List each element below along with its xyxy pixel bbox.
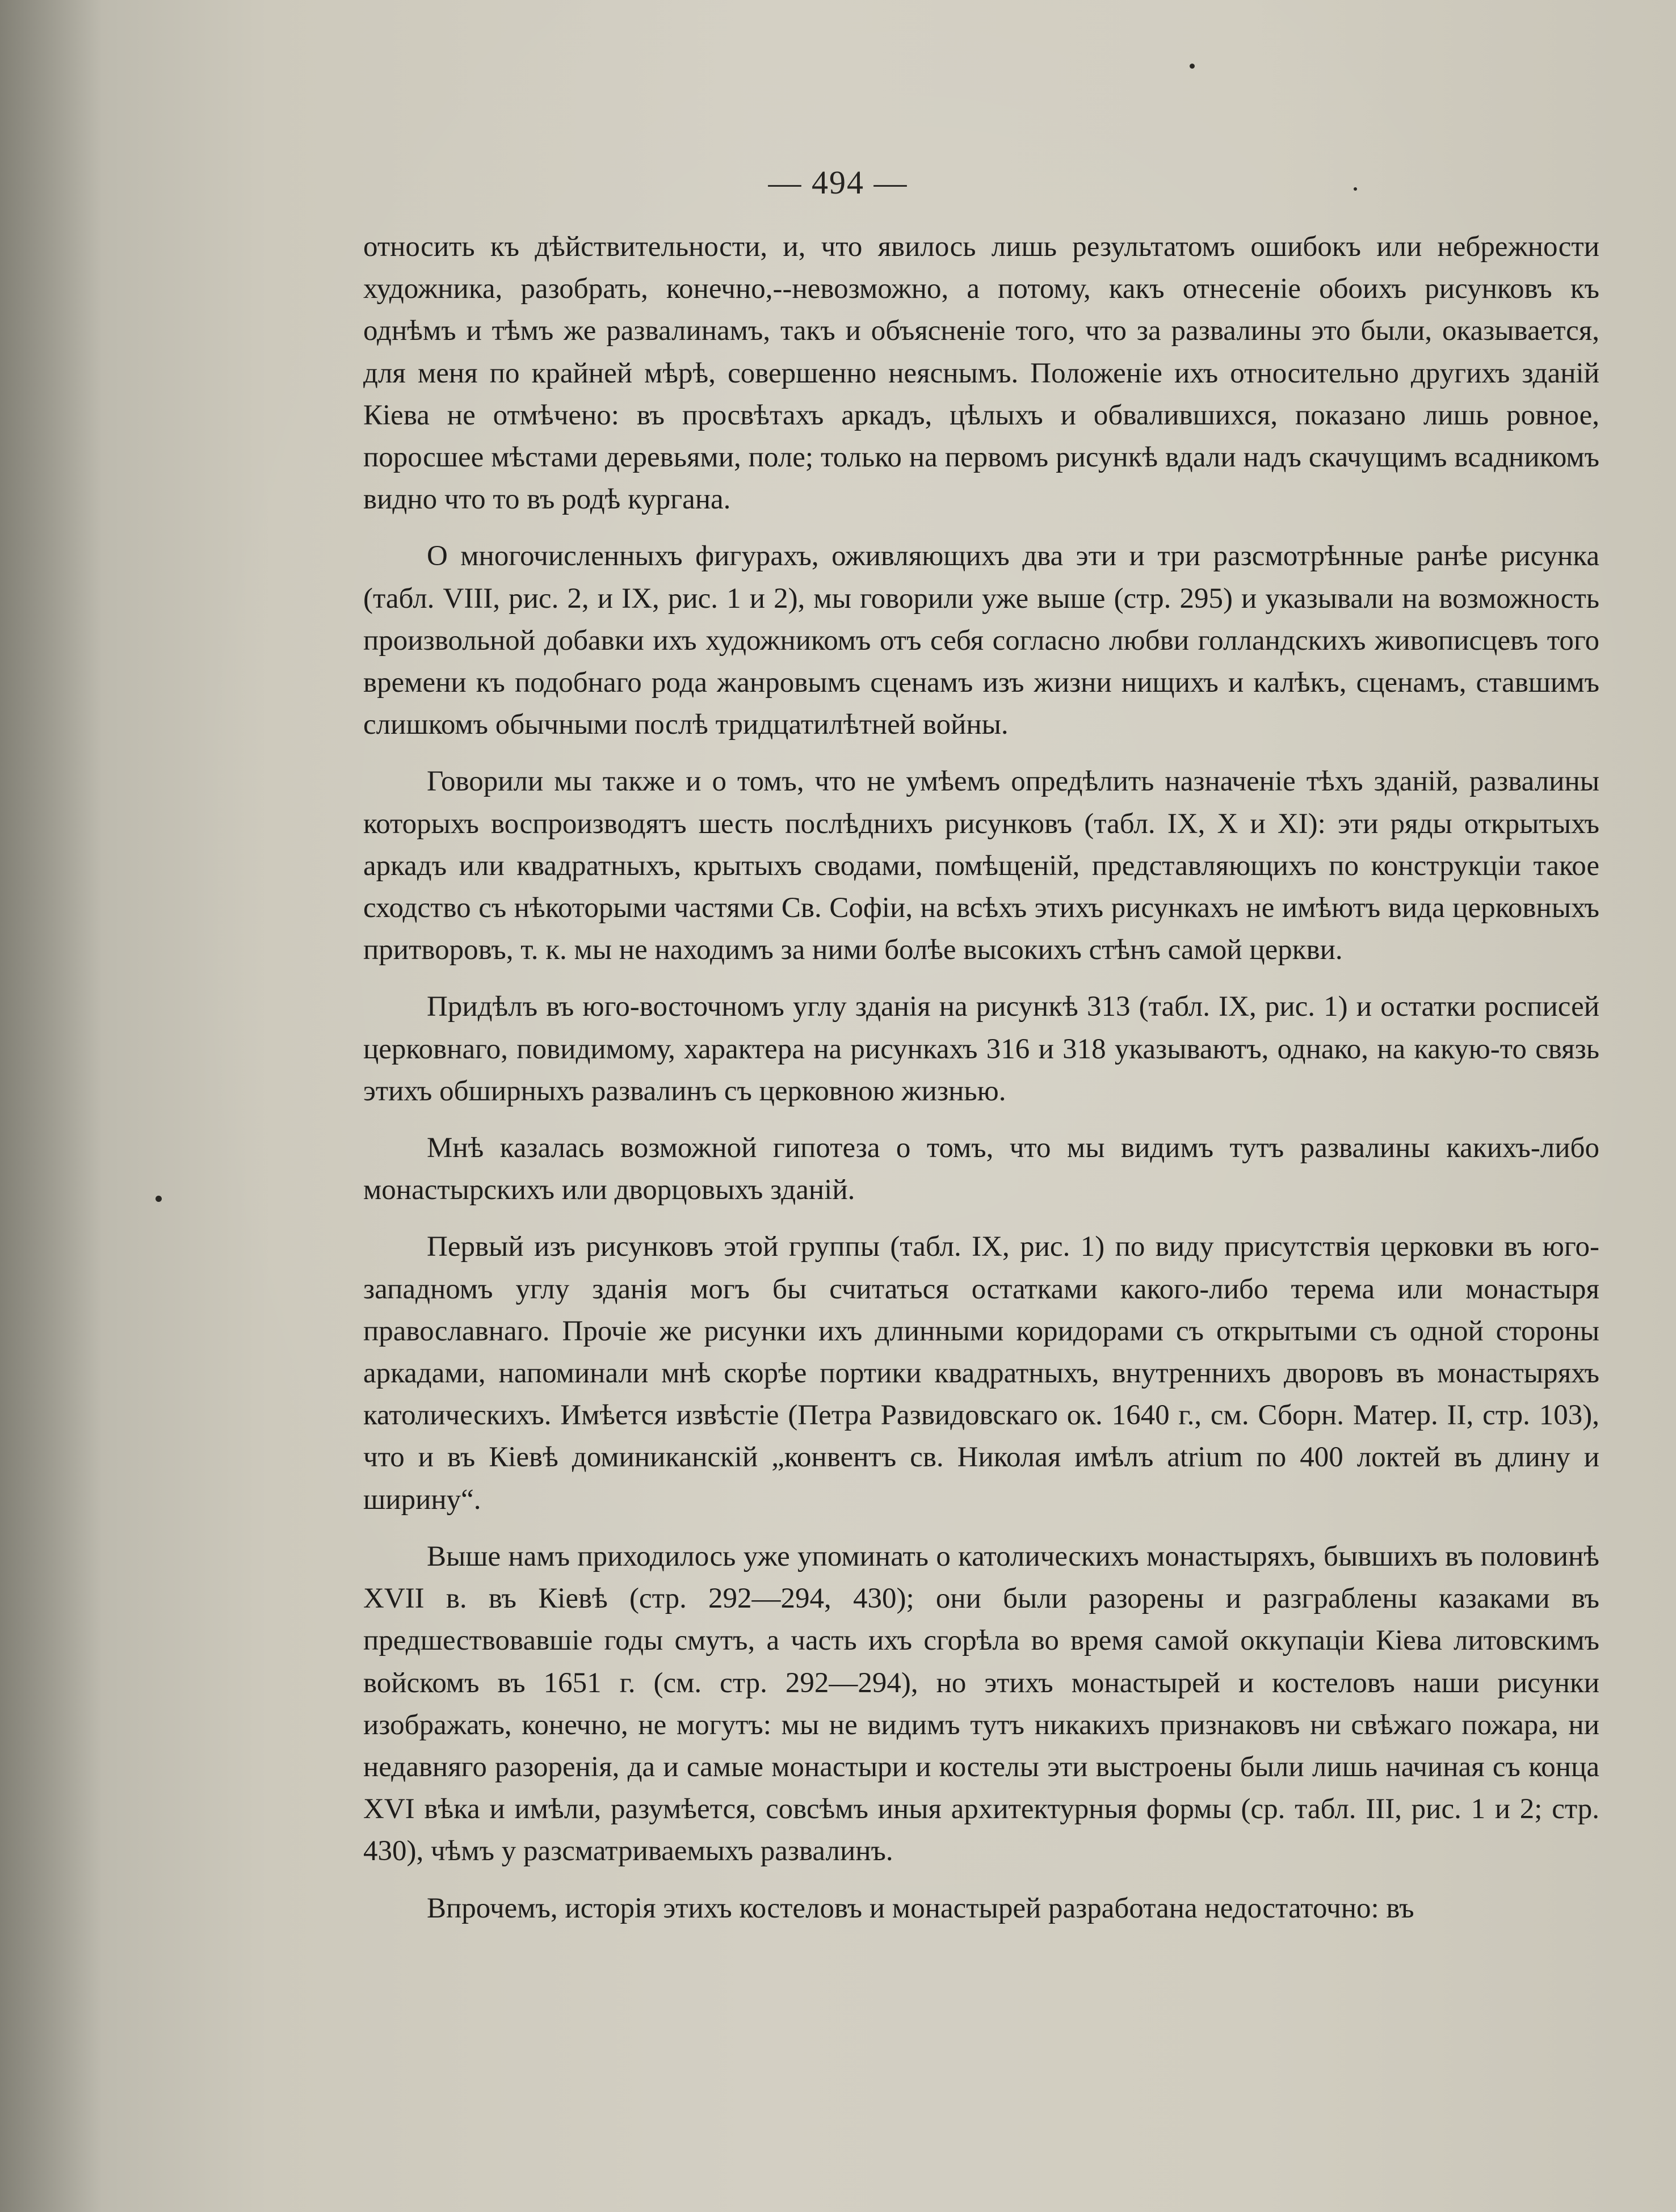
paragraph: Говорили мы также и о томъ, что не умѣемъ опредѣлить назначеніе тѣхъ зданій, развалины которыхъ воспроизводятъ шесть послѣднихъ рисунковъ (табл. IX, X и XI): эти ряды открытыхъ аркадъ или квадратныхъ, крытыхъ сводами, помѣщеній, представляющихъ по конструкціи такое сходство съ нѣкоторыми частями Св. Софіи, на всѣхъ этихъ рисункахъ не имѣютъ вида церковныхъ притворовъ, т. к. мы не находимъ за ними болѣе высокихъ стѣнъ самой церкви. [363, 766, 1599, 966]
spine-shadow [0, 0, 102, 2212]
paragraph: О многочисленныхъ фигурахъ, оживляющихъ два эти и три разсмотрѣнные ранѣе рисунка (табл. VIII, рис. 2, и IX, рис. 1 и 2), мы говорили уже выше (стр. 295) и указывали на возможность произвольной добавки ихъ художникомъ отъ себя согласно любви голландскихъ живописцевъ того времени къ подобнаго рода жанровымъ сценамъ изъ жизни нищихъ и калѣкъ, сценамъ, ставшимъ слишкомъ обычными послѣ тридцатилѣтней войны. [363, 540, 1599, 741]
ink-speck [156, 1196, 162, 1202]
paragraph: Первый изъ рисунковъ этой группы (табл. IX, рис. 1) по виду присутствія церковки въ юго-западномъ углу зданія могъ бы считаться остатками какого-либо терема или монастыря православнаго. Прочіе же рисунки ихъ длинными коридорами съ открытыми съ одной стороны аркадами, напоминали мнѣ скорѣе портики квадратныхъ, внутреннихъ дворовъ въ монастыряхъ католическихъ. Имѣется извѣстіе (Петра Развидовскаго ок. 1640 г., см. Сборн. Матер. II, стр. 103), что и въ Кіевѣ доминиканскій „конвентъ св. Николая имѣлъ atrium по 400 локтей въ длину и ширину“. [363, 1231, 1599, 1516]
page-number: — 494 — [768, 164, 908, 201]
ink-speck [1190, 64, 1195, 69]
paragraph: Придѣлъ въ юго-восточномъ углу зданія на рисункѣ 313 (табл. IX, рис. 1) и остатки росписей церковнаго, повидимому, характера на рисункахъ 316 и 318 указываютъ, однако, на какую-то связь этихъ обширныхъ развалинъ съ церковною жизнью. [363, 991, 1599, 1107]
paragraph: Впрочемъ, исторія этихъ костеловъ и монастырей разработана недостаточно: въ [427, 1892, 1414, 1924]
paragraph: Мнѣ казалась возможной гипотеза о томъ, что мы видимъ тутъ развалины какихъ-либо монастырскихъ или дворцовыхъ зданій. [363, 1132, 1599, 1206]
paragraph: Выше намъ приходилось уже упоминать о католическихъ монастыряхъ, бывшихъ въ половинѣ XVII в. въ Кіевѣ (стр. 292—294, 430); они были разорены и разграблены казаками въ предшествовавшіе годы смутъ, а часть ихъ сгорѣла во время самой оккупаціи Кіева литовскимъ войскомъ въ 1651 г. (см. стр. 292—294), но этихъ монастырей и костеловъ наши рисунки изображать, конечно, не могутъ: мы не видимъ тутъ никакихъ признаковъ ни свѣжаго пожара, ни недавняго разоренія, да и самые монастыри и костелы эти выстроены были лишь начиная съ конца XVI вѣка и имѣли, разумѣется, совсѣмъ иныя архитектурныя формы (ср. табл. III, рис. 1 и 2; стр. 430), чѣмъ у разсматриваемыхъ развалинъ. [363, 1540, 1599, 1868]
paragraph: относить къ дѣйствительности, и, что явилось лишь результатомъ ошибокъ или небрежности художника, разобрать, конечно,--невозможно, а потому, какъ отнесеніе обоихъ рисунковъ къ однѣмъ и тѣмъ же развалинамъ, такъ и объясненіе того, что за развалины это были, оказывается, для меня по крайней мѣрѣ, совершенно неяснымъ. Положеніе ихъ относительно другихъ зданій Кіева не отмѣчено: въ просвѣтахъ аркадъ, цѣлыхъ и обвалившихся, показано лишь ровное, поросшее мѣстами деревьями, поле; только на первомъ рисункѣ вдали надъ скачущимъ всадникомъ видно что то въ родѣ кургана. [363, 231, 1599, 516]
body-text [363, 226, 1599, 1944]
